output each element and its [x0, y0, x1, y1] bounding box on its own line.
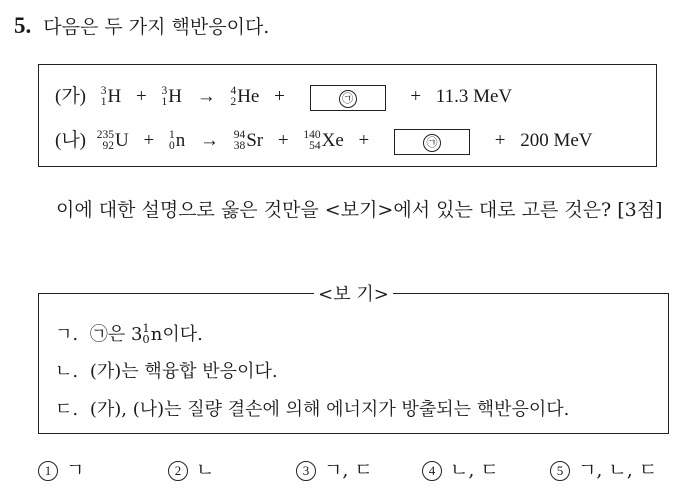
circled-label: ㉠: [423, 134, 441, 152]
plus-sign: +: [277, 130, 289, 151]
arrow: →: [199, 130, 219, 151]
bogi-item-3: ㄷ. (가), (나)는 질량 결손에 의해 에너지가 방출되는 핵반응이다.: [55, 399, 570, 420]
bogi-item-1: ㄱ. ㉠은 3 1 0 n이다.: [55, 321, 203, 346]
blank-box: [394, 129, 470, 155]
nuclide: 94 38 Sr: [233, 128, 264, 152]
blank-box: [310, 85, 386, 111]
reaction-label: (나): [55, 130, 87, 151]
question-number: 5.: [14, 13, 32, 38]
reaction-ga: [55, 81, 512, 111]
plus-sign: +: [358, 130, 370, 151]
reaction-label: (가): [55, 86, 87, 107]
bogi-title: <보 기>: [39, 280, 668, 306]
circled-label: ㉠: [339, 90, 357, 108]
choice-5[interactable]: 5 ㄱ, ㄴ, ㄷ: [550, 455, 657, 482]
question-text: 다음은 두 가지 핵반응이다.: [43, 16, 270, 38]
bogi-box: [38, 284, 669, 434]
choice-4[interactable]: 4 ㄴ, ㄷ: [422, 455, 499, 482]
arrow: →: [196, 86, 216, 107]
plus-sign: +: [494, 130, 506, 151]
energy-value: 200 MeV: [520, 130, 593, 151]
question-prompt: 이에 대한 설명으로 옳은 것만을 <보기>에서 있는 대로 고른 것은? [3점]: [56, 199, 663, 221]
nuclide: 3 1 H: [161, 84, 182, 108]
nuclide: 3 1 H: [100, 84, 122, 108]
reaction-box: [38, 64, 657, 167]
nuclide: 4 2 He: [230, 84, 260, 108]
plus-sign: +: [410, 86, 422, 107]
plus-sign: +: [143, 130, 155, 151]
choice-2[interactable]: 2 ㄴ: [168, 455, 214, 482]
nuclide: 235 92 U: [96, 128, 129, 152]
plus-sign: +: [274, 86, 285, 107]
bogi-item-2: ㄴ. (가)는 핵융합 반응이다.: [55, 361, 278, 382]
nuclide: 1 0 n: [168, 128, 186, 152]
plus-sign: +: [136, 86, 147, 107]
nuclide: 140 54 Xe: [303, 128, 344, 152]
reaction-na: [55, 125, 593, 155]
choice-1[interactable]: 1 ㄱ: [38, 455, 84, 482]
choice-3[interactable]: 3 ㄱ, ㄷ: [296, 455, 373, 482]
energy-value: 11.3 MeV: [435, 86, 513, 107]
question-header: [14, 12, 269, 39]
